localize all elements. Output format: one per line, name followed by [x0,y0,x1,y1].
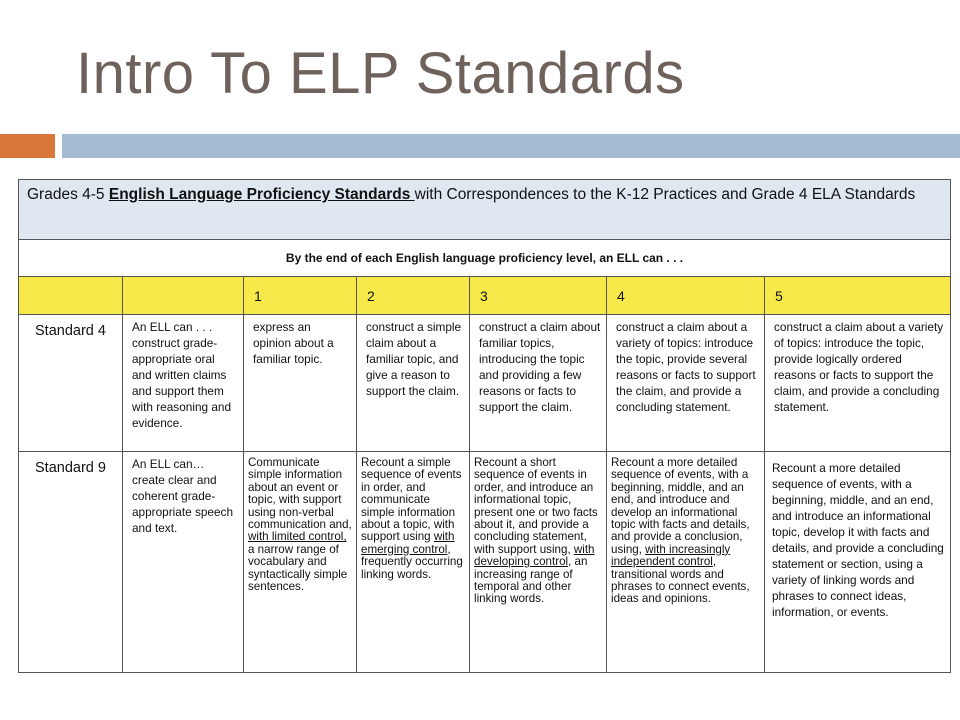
standard-4-level-5: construct a claim about a variety of topics: introduce the topic, provide logically ordered reasons or facts to support the claim, and provide a concluding statement. [765,315,951,452]
table-header [19,180,951,240]
level-4-heading: 4 [607,277,765,315]
standard-9-level-1: Communicate simple information about an event or topic, with support using non-verbal communication and, with limited control, a narrow range of vocabulary and syntactically simple sentences. [244,452,357,673]
standard-4-description: An ELL can . . . construct grade-appropriate oral and written claims and support them with reasoning and evidence. [123,315,244,452]
slide-title: Intro To ELP Standards [76,41,685,106]
accent-bar-orange [0,134,55,158]
elp-standards-table [18,179,951,673]
level-blank-2 [123,277,244,315]
standard-4-level-4: construct a claim about a variety of topics: introduce the topic, provide several reasons or facts to support the claim, and provide a concluding statement. [607,315,765,452]
standard-9-level-2: Recount a simple sequence of events in order, and communicate simple information about a topic, with support using with emerging control, frequently occurring linking words. [357,452,470,673]
standard-4-level-1: express an opinion about a familiar topic. [244,315,357,452]
level-3-heading: 3 [470,277,607,315]
standard-9-label: Standard 9 [19,452,123,673]
accent-bar-blue [62,134,960,158]
level-blank-1 [19,277,123,315]
table-row-standard-4 [19,315,951,452]
standard-9-description: An ELL can… create clear and coherent grade-appropriate speech and text. [123,452,244,673]
header-suffix: with Correspondences to the K-12 Practices and Grade 4 ELA Standards [414,186,916,203]
header-prefix: Grades 4-5 [27,186,109,203]
level-1-heading: 1 [244,277,357,315]
table-subheader: By the end of each English language proficiency level, an ELL can . . . [19,240,951,277]
table-row-standard-9 [19,452,951,673]
standard-9-level-4: Recount a more detailed sequence of events, with a beginning, middle, and an end, and introduce and develop an informational topic with facts and details, and provide a conclusion, using, with increasingly independent control, transitional words and phrases to connect events, ideas and opinions. [607,452,765,673]
level-5-heading: 5 [765,277,951,315]
standard-9-level-5: Recount a more detailed sequence of events, with a beginning, middle, and an end, and introduce an informational topic, develop it with facts and details, and provide a concluding statement or section, using a variety of linking words and phrases to connect ideas, information, or events. [765,452,951,673]
level-2-heading: 2 [357,277,470,315]
standard-4-level-2: construct a simple claim about a familiar topic, and give a reason to support the claim. [357,315,470,452]
standard-9-level-3: Recount a short sequence of events in order, and introduce an informational topic, present one or two facts about it, and provide a concluding statement, with support using, with developing control, an increasing range of temporal and other linking words. [470,452,607,673]
header-underlined: English Language Proficiency Standards [108,186,415,203]
level-row [19,277,951,315]
standard-4-label: Standard 4 [19,315,123,452]
standard-4-level-3: construct a claim about familiar topics, introducing the topic and providing a few reasons or facts to support the claim. [470,315,607,452]
